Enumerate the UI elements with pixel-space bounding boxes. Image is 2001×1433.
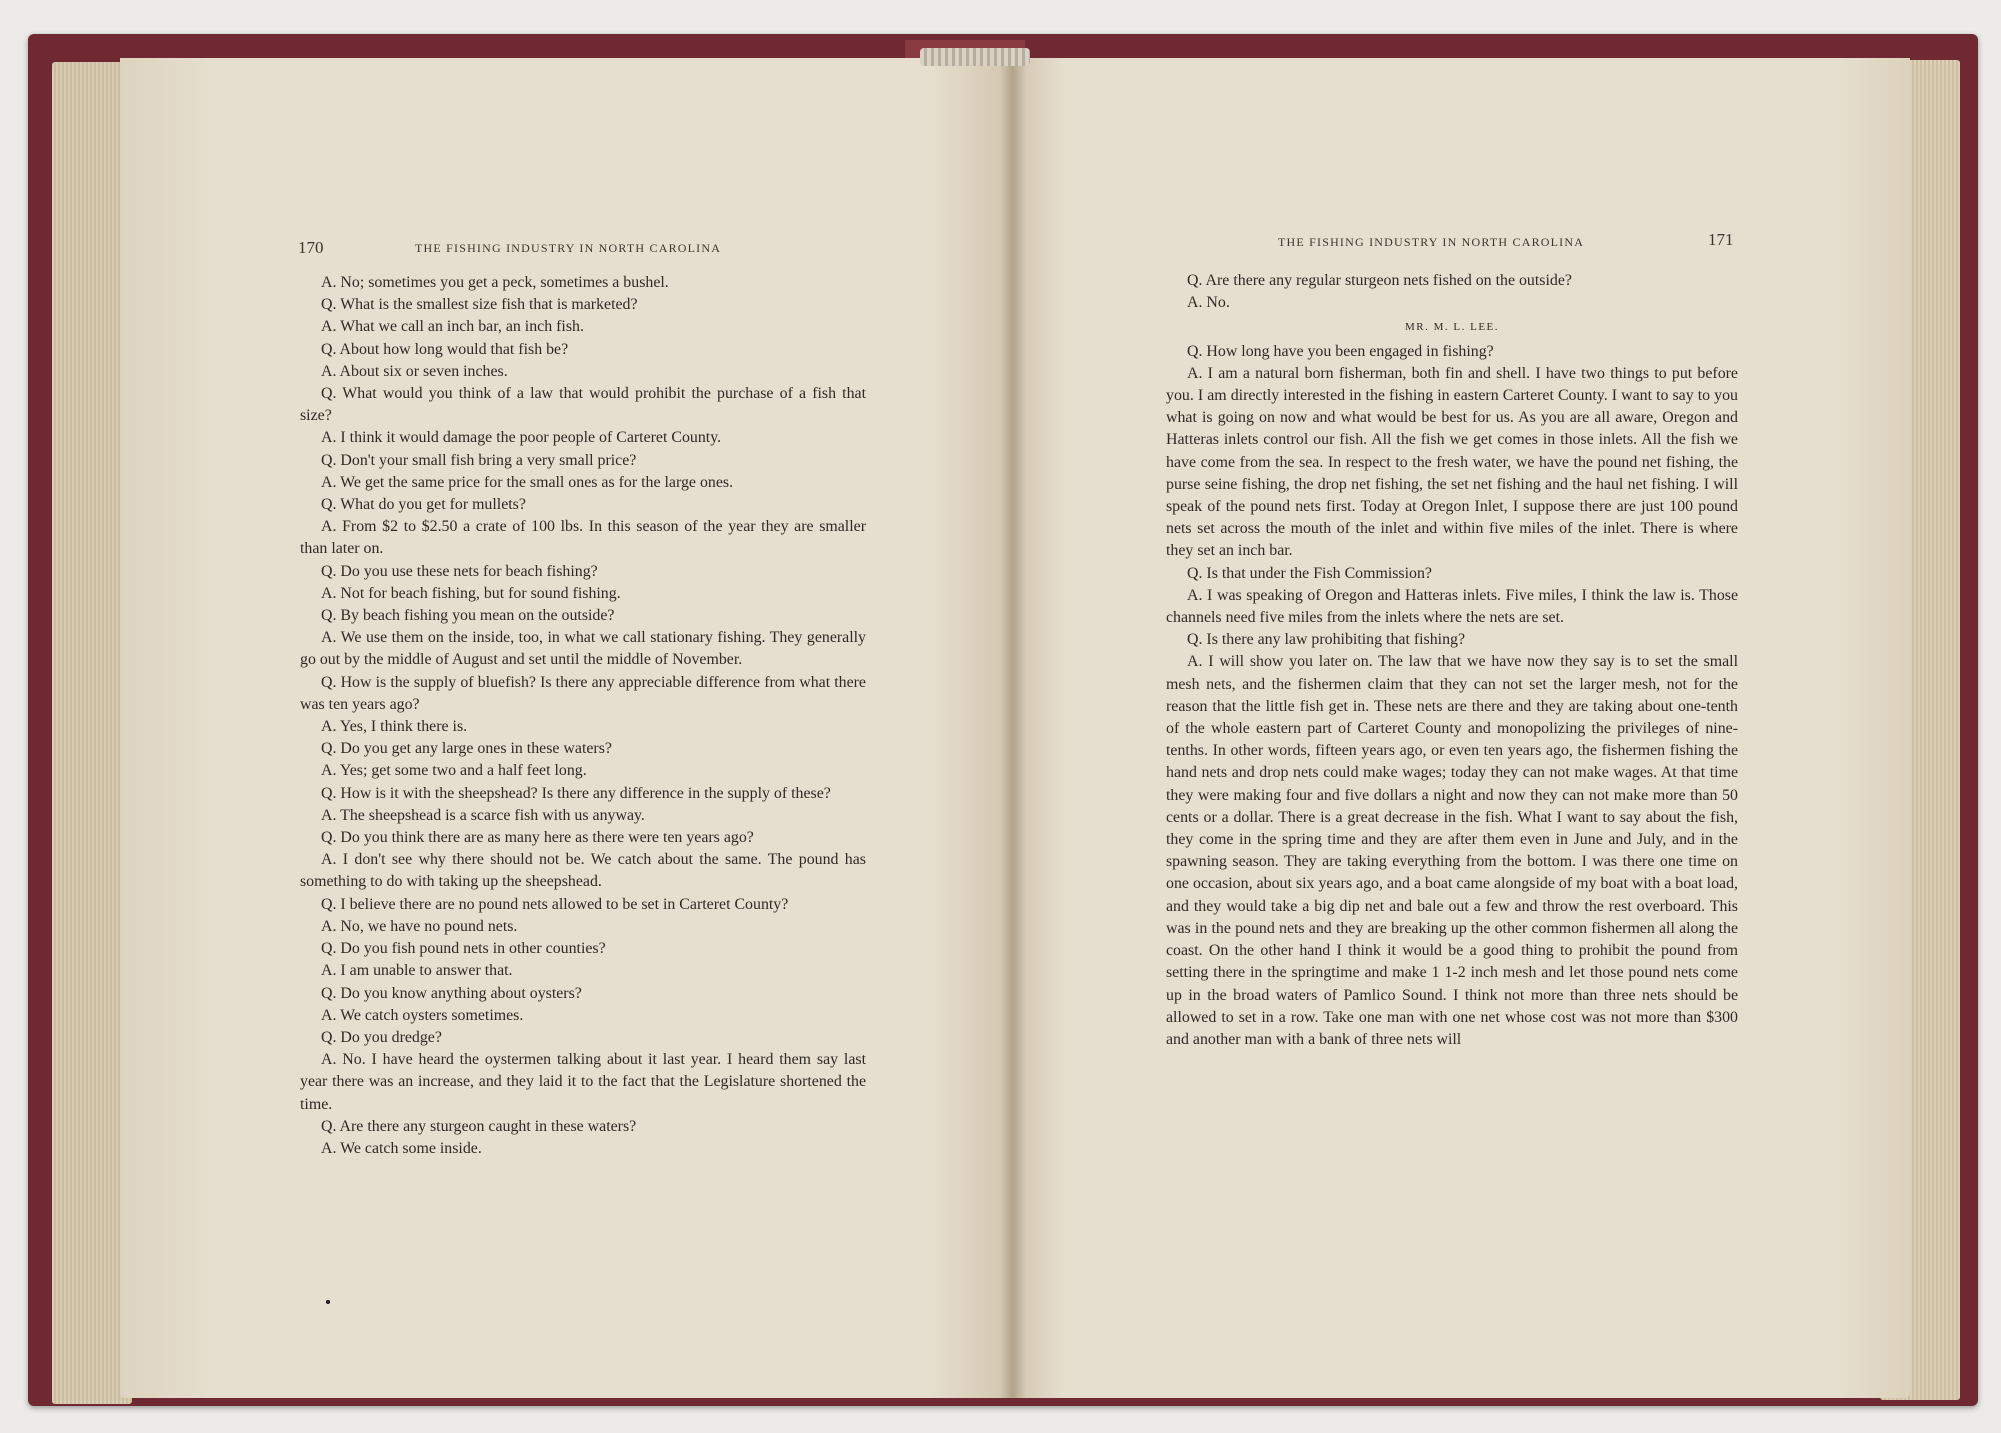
qa-paragraph: A. No. bbox=[1187, 294, 1230, 312]
qa-paragraph: A. Yes; get some two and a half feet long. bbox=[321, 762, 587, 780]
qa-paragraph: Q. How is it with the sheepshead? Is there any difference in the supply of these? bbox=[321, 784, 831, 802]
qa-paragraph: Q. What do you get for mullets? bbox=[321, 496, 526, 514]
qa-paragraph: Q. Are there any sturgeon caught in these waters? bbox=[321, 1117, 637, 1135]
qa-paragraph: A. Not for beach fishing, but for sound fishing. bbox=[321, 584, 621, 602]
qa-paragraph: A. I will show you later on. The law that we have now they say is to set the small mesh nets, and the fishermen claim that they can not set the larger mesh, not for the reason that the little fish get in. These nets are there and they are taking about one-tenth of the whole eastern part of Carteret County and monopolizing the privileges of nine-tenths. In other words, fifteen years ago, or even ten years ago, the fishermen fishing the hand nets and drop nets could make wages; today they can not make wages. At that time they were making four and five dollars a night and now they can not make more than 50 cents or a dollar. There is a great decrease in the fish. What I want to say about the fish, they come in the spring time and they are after them even in June and July, and in the spawning season. They are taking everything from the bottom. I was there one time on one occasion, about six years ago, and a boat came alongside of my boat with a boat load, and they would take a big dip net and bale out a few and throw the rest overboard. This was in the pound nets and they are breaking up the other common fishermen all along the coast. On the other hand I think it would be a good thing to prohibit the pound from setting there in the springtime and make 1 1-2 inch mesh and let those pound nets come up in the broad waters of Pamlico Sound. I think not more than three nets should be allowed to set in a row. Take one man with one net whose cost was not more than $300 and another man with a bank of three nets will bbox=[1166, 653, 1738, 1048]
qa-paragraph: Q. Do you get any large ones in these waters? bbox=[321, 740, 612, 758]
qa-paragraph: Q. Do you use these nets for beach fishing? bbox=[321, 562, 598, 580]
right-page-text bbox=[1166, 270, 1738, 1051]
qa-paragraph: A. We use them on the inside, too, in what we call stationary fishing. They generally go out by the middle of August and set until the middle of November. bbox=[300, 629, 866, 669]
speaker-heading: MR. M. L. LEE. bbox=[1404, 321, 1500, 334]
qa-paragraph: A. What we call an inch bar, an inch fish. bbox=[321, 318, 584, 336]
qa-paragraph: Q. Do you know anything about oysters? bbox=[321, 984, 582, 1002]
qa-paragraph: Q. Do you fish pound nets in other counties? bbox=[321, 940, 606, 958]
qa-paragraph: Q. Is there any law prohibiting that fishing? bbox=[1187, 631, 1466, 649]
spine-stitching bbox=[920, 48, 1030, 66]
qa-paragraph: Q. Don't your small fish bring a very small price? bbox=[321, 451, 637, 469]
qa-paragraph: A. The sheepshead is a scarce fish with us anyway. bbox=[321, 806, 645, 824]
qa-paragraph: Q. Are there any regular sturgeon nets fished on the outside? bbox=[1187, 272, 1572, 289]
qa-paragraph: Q. What would you think of a law that would prohibit the purchase of a fish that size? bbox=[300, 385, 866, 425]
qa-paragraph: Q. Do you dredge? bbox=[321, 1028, 442, 1046]
qa-paragraph: A. We catch some inside. bbox=[321, 1139, 482, 1157]
running-head: THE FISHING INDUSTRY IN NORTH CAROLINA bbox=[1278, 235, 1585, 249]
qa-paragraph: Q. Do you think there are as many here as there were ten years ago? bbox=[321, 829, 754, 847]
right-page bbox=[1010, 58, 1910, 1398]
qa-paragraph: A. No, we have no pound nets. bbox=[321, 917, 518, 935]
gutter-shadow bbox=[1000, 62, 1026, 1398]
qa-paragraph: A. I think it would damage the poor people of Carteret County. bbox=[321, 429, 722, 447]
ink-speck bbox=[326, 1300, 330, 1304]
qa-paragraph: A. I am unable to answer that. bbox=[321, 962, 513, 980]
qa-paragraph: Q. Is that under the Fish Commission? bbox=[1187, 564, 1432, 582]
page-number: 171 bbox=[1708, 230, 1734, 249]
qa-paragraph: Q. How is the supply of bluefish? Is there any appreciable difference from what there was ten years ago? bbox=[300, 673, 866, 713]
qa-paragraph: Q. What is the smallest size fish that is marketed? bbox=[321, 296, 638, 314]
qa-paragraph: A. I don't see why there should not be. We catch about the same. The pound has something to do with taking up the sheepshead. bbox=[300, 851, 866, 891]
qa-paragraph: Q. How long have you been engaged in fishing? bbox=[1187, 342, 1494, 360]
qa-paragraph: Q. By beach fishing you mean on the outside? bbox=[321, 607, 615, 625]
qa-paragraph: A. I am a natural born fisherman, both fin and shell. I have two things to put before you. I am directly interested in the fishing in eastern Carteret County. I want to say to you what is going on now and what would be best for us. As you are all aware, Oregon and Hatteras inlets control our fish. All the fish we get comes in those inlets. All the fish we have come from the sea. In respect to the fresh water, we have the pound net fishing, the purse seine fishing, the drop net fishing, the set net fishing and the haul net fishing. I will speak of the pound nets first. Today at Oregon Inlet, I suppose there are just 100 pound nets set across the mouth of the inlet and within five miles of the inlet. There is where they set an inch bar. bbox=[1166, 364, 1738, 560]
left-page-text bbox=[300, 272, 866, 1160]
page-number: 170 bbox=[298, 238, 324, 257]
qa-paragraph: A. About six or seven inches. bbox=[321, 362, 508, 380]
running-head: THE FISHING INDUSTRY IN NORTH CAROLINA bbox=[415, 241, 722, 255]
qa-paragraph: Q. I believe there are no pound nets allowed to be set in Carteret County? bbox=[321, 895, 789, 913]
qa-paragraph: A. From $2 to $2.50 a crate of 100 lbs. In this season of the year they are smaller than later on. bbox=[300, 518, 866, 558]
qa-paragraph: A. No; sometimes you get a peck, sometimes a bushel. bbox=[321, 274, 669, 291]
qa-paragraph: A. We get the same price for the small ones as for the large ones. bbox=[321, 473, 734, 491]
qa-paragraph: A. No. I have heard the oystermen talking about it last year. I heard them say last year there was an increase, and they laid it to the fact that the Legislature shortened the time. bbox=[300, 1051, 866, 1113]
qa-paragraph: A. Yes, I think there is. bbox=[321, 718, 468, 736]
qa-paragraph: A. I was speaking of Oregon and Hatteras inlets. Five miles, I think the law is. Those channels need five miles from the inlets where the nets are set. bbox=[1166, 586, 1738, 627]
qa-paragraph: Q. About how long would that fish be? bbox=[321, 340, 569, 358]
qa-paragraph: A. We catch oysters sometimes. bbox=[321, 1006, 524, 1024]
left-page bbox=[120, 58, 1020, 1398]
